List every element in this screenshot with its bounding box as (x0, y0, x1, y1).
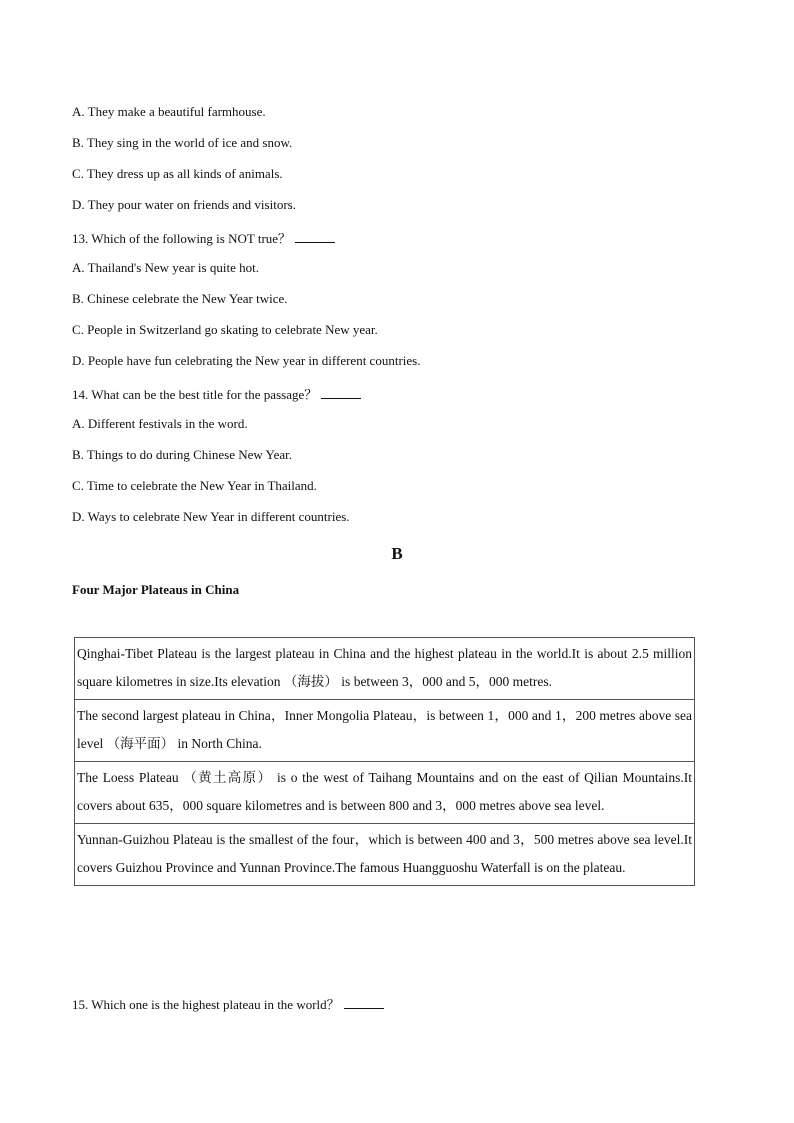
q12-option-c: C. They dress up as all kinds of animals. (72, 166, 283, 181)
table-row (75, 700, 695, 762)
plateaus-table (74, 637, 695, 886)
q14-option-d: D. Ways to celebrate New Year in different countries. (72, 509, 350, 524)
table-cell-yunnan-guizhou: Yunnan-Guizhou Plateau is the smallest of the four，which is between 400 and 3，500 metres above sea level.It covers Guizhou Province and Yunnan Province.The famous Huangguoshu Waterfall is on the plateau. (75, 824, 695, 886)
q13-option-b: B. Chinese celebrate the New Year twice. (72, 291, 288, 306)
q14-option-c: C. Time to celebrate the New Year in Thailand. (72, 478, 317, 493)
q13-answer-blank[interactable] (295, 232, 335, 243)
q13-option-d: D. People have fun celebrating the New year in different countries. (72, 353, 421, 368)
table-cell-qinghai-tibet: Qinghai-Tibet Plateau is the largest plateau in China and the highest plateau in the world.It is about 2.5 million square kilometres in size.Its elevation （海拔） is between 3，000 and 5，000 metres. (75, 638, 695, 700)
q13-question (72, 228, 335, 247)
q13-option-c: C. People in Switzerland go skating to celebrate New year. (72, 322, 378, 337)
q15-answer-blank[interactable] (344, 998, 384, 1009)
table-row (75, 762, 695, 824)
section-title: Four Major Plateaus in China (72, 582, 240, 597)
table-cell-loess: The Loess Plateau （黄土高原） is o the west of Taihang Mountains and on the east of Qilian Mountains.It covers about 635，000 square kilometres and is between 800 and 3，000 metres above sea level. (75, 762, 695, 824)
q12-option-d: D. They pour water on friends and visitors. (72, 197, 296, 212)
q14-question-text: 14. What can be the best title for the passage？ (72, 387, 318, 402)
q12-option-a: A. They make a beautiful farmhouse. (72, 104, 266, 119)
q14-option-b: B. Things to do during Chinese New Year. (72, 447, 293, 462)
table-row (75, 638, 695, 700)
q13-question-text: 13. Which of the following is NOT true？ (72, 231, 292, 246)
section-letter: B (391, 544, 403, 563)
table-row (75, 824, 695, 886)
q15-question (72, 994, 384, 1013)
q14-answer-blank[interactable] (321, 388, 361, 399)
q15-question-text: 15. Which one is the highest plateau in the world？ (72, 997, 340, 1012)
q14-question (72, 384, 361, 403)
table-cell-inner-mongolia: The second largest plateau in China，Inner Mongolia Plateau，is between 1，000 and 1，200 metres above sea level （海平面） in North China. (75, 700, 695, 762)
q13-option-a: A. Thailand's New year is quite hot. (72, 260, 259, 275)
q14-option-a: A. Different festivals in the word. (72, 416, 248, 431)
q12-option-b: B. They sing in the world of ice and snow. (72, 135, 293, 150)
